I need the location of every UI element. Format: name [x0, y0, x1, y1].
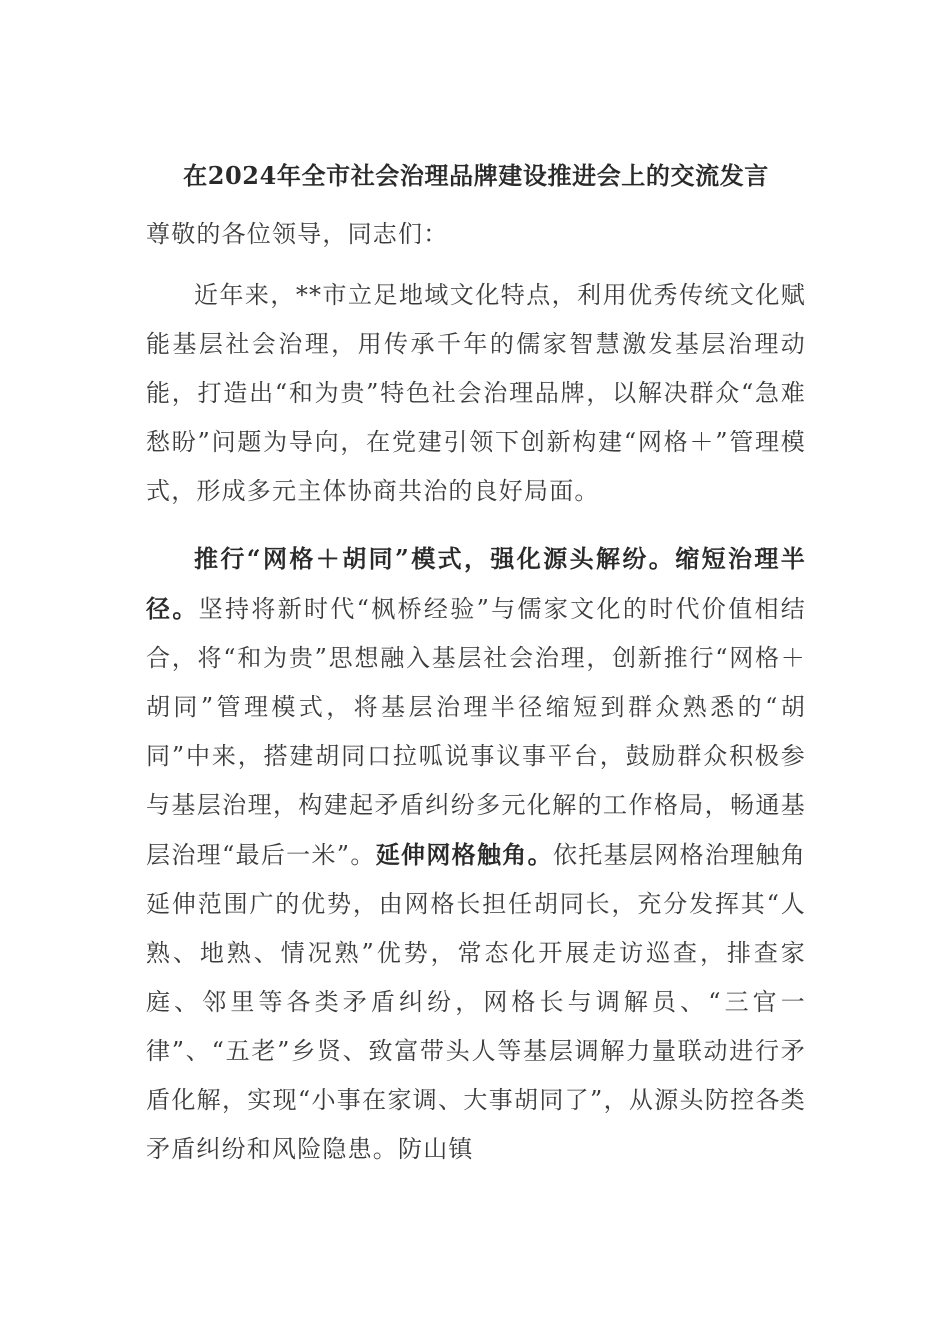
section1-sub1-text: 坚持将新时代“枫桥经验”与儒家文化的时代价值相结合，将“和为贵”思想融入基层社会治理，创新推行“网格＋胡同”管理模式，将基层治理半径缩短到群众熟悉的“胡同”中来，搭建胡同口拉呱说事议事平台，鼓励群众积极参与基层治理，构建起矛盾纠纷多元化解的工作格局，畅通基层治理“最后一米”。 — [146, 595, 806, 869]
section1-heading: 推行“网格＋胡同”模式，强化源头解纷。 — [194, 544, 676, 573]
document-body — [146, 148, 806, 1192]
section1-paragraph — [146, 534, 806, 1174]
section1-sub2-heading: 延伸网格触角。 — [375, 840, 553, 869]
section1-sub2-text: 依托基层网格治理触角延伸范围广的优势，由网格长担任胡同长，充分发挥其“人熟、地熟、情况熟”优势，常态化开展走访巡查，排查家庭、邻里等各类矛盾纠纷，网格长与调解员、“三官一律”、“五老”乡贤、致富带头人等基层调解力量联动进行矛盾化解，实现“小事在家调、大事胡同了”，从源头防控各类矛盾纠纷和风险隐患。防山镇 — [146, 841, 807, 1163]
salutation: 尊敬的各位领导，同志们： — [146, 220, 449, 248]
intro-paragraph: 近年来，**市立足地域文化特点，利用优秀传统文化赋能基层社会治理，用传承千年的儒家智慧激发基层治理动能，打造出“和为贵”特色社会治理品牌，以解决群众“急难愁盼”问题为导向，在党建引领下创新构建“网格＋”管理模式，形成多元主体协商共治的良好局面。 — [146, 281, 806, 505]
document-title: 在2024年全市社会治理品牌建设推进会上的交流发言 — [183, 161, 769, 190]
section1-sub1-heading: 缩短治理半径。 — [146, 544, 806, 623]
